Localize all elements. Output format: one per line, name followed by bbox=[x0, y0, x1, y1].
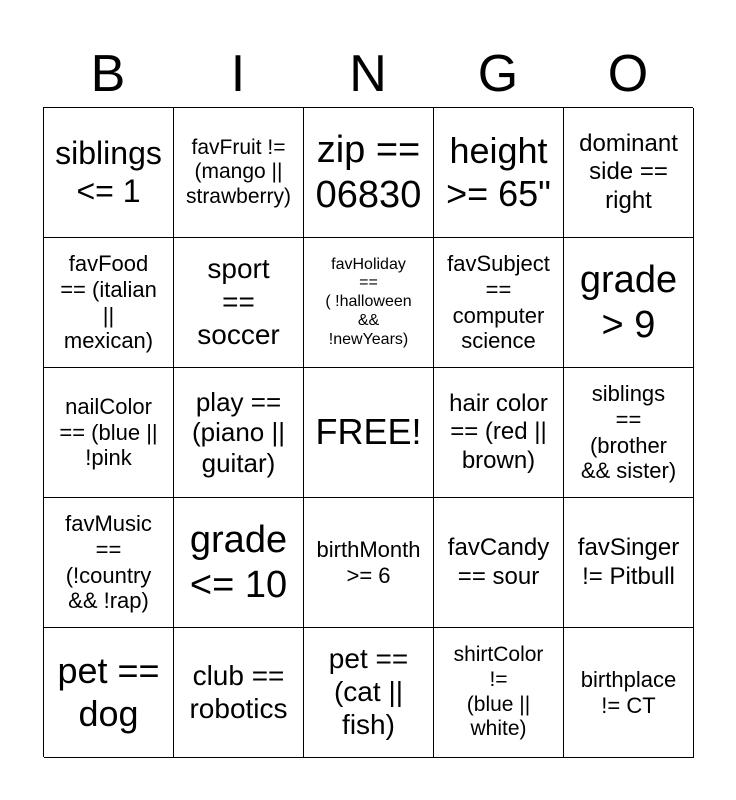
free-space-cell[interactable] bbox=[304, 368, 434, 498]
cell-text: grade > 9 bbox=[579, 259, 678, 346]
bingo-cell[interactable] bbox=[304, 238, 434, 368]
bingo-cell[interactable] bbox=[564, 368, 694, 498]
cell-text: grade <= 10 bbox=[189, 519, 288, 606]
cell-text: pet == (cat || fish) bbox=[328, 643, 409, 740]
header-letter-i: I bbox=[230, 45, 246, 103]
header-letter-o: O bbox=[607, 45, 649, 103]
cell-text: favHoliday == ( !halloween && !newYears) bbox=[325, 255, 412, 348]
bingo-cell[interactable] bbox=[434, 368, 564, 498]
bingo-cell[interactable] bbox=[434, 108, 564, 238]
bingo-header bbox=[43, 40, 693, 108]
bingo-cell[interactable] bbox=[174, 108, 304, 238]
bingo-cell[interactable] bbox=[434, 498, 564, 628]
cell-text: zip == 06830 bbox=[315, 129, 422, 216]
bingo-cell[interactable] bbox=[564, 108, 694, 238]
cell-text: siblings == (brother && sister) bbox=[580, 381, 677, 484]
header-letter-g: G bbox=[477, 45, 519, 103]
cell-text: favFruit != (mango || strawberry) bbox=[185, 135, 291, 208]
bingo-cell[interactable] bbox=[174, 628, 304, 758]
bingo-cell[interactable] bbox=[44, 238, 174, 368]
free-space-text: FREE! bbox=[315, 411, 422, 453]
cell-text: birthplace != CT bbox=[580, 666, 677, 718]
cell-text: dominant side == right bbox=[579, 130, 678, 214]
cell-text: favFood == (italian || mexican) bbox=[60, 251, 157, 354]
cell-text: nailColor == (blue || !pink bbox=[59, 393, 158, 471]
bingo-cell[interactable] bbox=[44, 628, 174, 758]
bingo-cell[interactable] bbox=[174, 498, 304, 628]
bingo-cell[interactable] bbox=[44, 368, 174, 498]
cell-text: siblings <= 1 bbox=[55, 135, 162, 209]
bingo-cell[interactable] bbox=[564, 628, 694, 758]
cell-text: height >= 65" bbox=[446, 130, 551, 214]
bingo-cell[interactable] bbox=[564, 498, 694, 628]
cell-text: favCandy == sour bbox=[447, 534, 550, 590]
cell-text: sport == soccer bbox=[197, 253, 280, 350]
header-letter-b: B bbox=[90, 45, 126, 103]
cell-text: favSubject == computer science bbox=[447, 251, 550, 354]
bingo-cell[interactable] bbox=[304, 498, 434, 628]
bingo-cell[interactable] bbox=[174, 238, 304, 368]
cell-text: birthMonth >= 6 bbox=[316, 536, 421, 588]
header-letter-n: N bbox=[349, 45, 387, 103]
cell-text: shirtColor != (blue || white) bbox=[453, 643, 544, 741]
bingo-cell[interactable] bbox=[304, 628, 434, 758]
bingo-cell[interactable] bbox=[304, 108, 434, 238]
cell-text: favSinger != Pitbull bbox=[577, 534, 680, 590]
cell-text: play == (piano || guitar) bbox=[191, 386, 285, 478]
bingo-cell[interactable] bbox=[564, 238, 694, 368]
bingo-cell[interactable] bbox=[434, 238, 564, 368]
cell-text: favMusic == (!country && !rap) bbox=[65, 511, 152, 614]
bingo-cell[interactable] bbox=[434, 628, 564, 758]
bingo-cell[interactable] bbox=[44, 498, 174, 628]
bingo-board bbox=[43, 107, 693, 757]
bingo-cell[interactable] bbox=[44, 108, 174, 238]
cell-text: club == robotics bbox=[189, 659, 288, 724]
cell-text: hair color == (red || brown) bbox=[449, 390, 548, 474]
bingo-cell[interactable] bbox=[174, 368, 304, 498]
cell-text: pet == dog bbox=[57, 650, 160, 734]
